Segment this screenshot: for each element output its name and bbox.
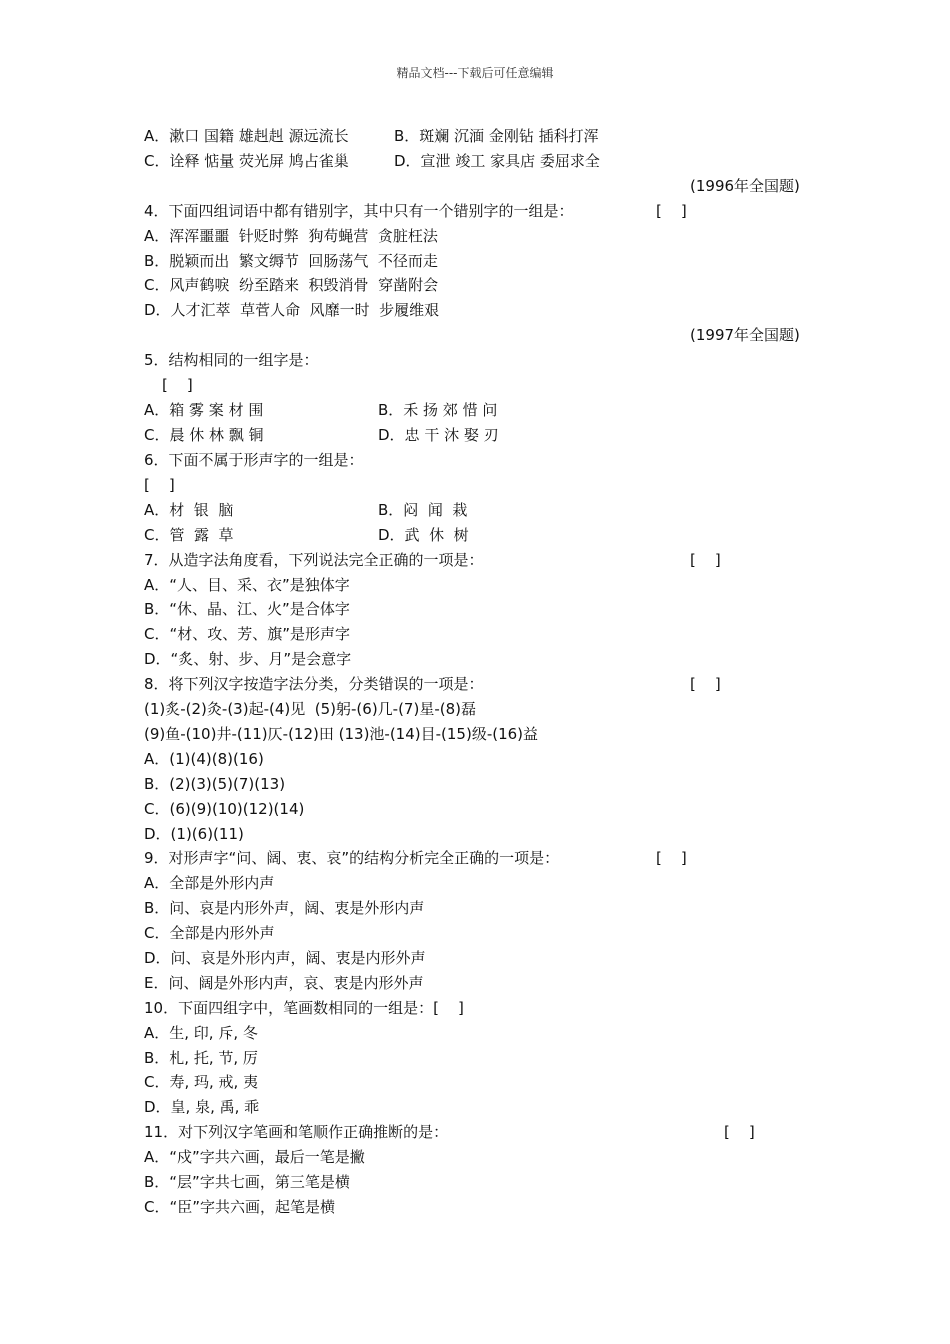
q9-option-b: B．问、哀是内形外声，阔、衷是外形内声 <box>144 899 425 917</box>
q7-option-d: D．“炙、射、步、月”是会意字 <box>144 650 352 668</box>
q9-stem: 9．对形声字“问、阔、衷、哀”的结构分析完全正确的一项是： <box>144 849 560 867</box>
q8-answer-bracket: [ ] <box>690 675 721 693</box>
q9-option-a: A．全部是外形内声 <box>144 874 275 892</box>
q8-option-a: A．(1)(4)(8)(16) <box>144 750 264 768</box>
q8-option-d: D．(1)(6)(11) <box>144 825 244 843</box>
q10-option-d: D．皇, 泉, 禹, 乖 <box>144 1098 260 1116</box>
q6-option-b: B．闷 闻 栽 <box>378 501 468 519</box>
q10-option-b: B．札, 托, 节, 厉 <box>144 1049 258 1067</box>
q5-option-b: B．禾 扬 郊 惜 问 <box>378 401 498 419</box>
q5-option-a: A．箱 雾 案 材 围 <box>144 401 264 419</box>
q11-option-c: C．“臣”字共六画，起笔是横 <box>144 1198 336 1216</box>
q11-option-b: B．“层”字共七画，第三笔是横 <box>144 1173 350 1191</box>
q7-stem: 7．从造字法角度看，下列说法完全正确的一项是： <box>144 551 484 569</box>
q5-answer-bracket: [ ] <box>162 376 193 394</box>
q4-option-c: C．风声鹤唳 纷至踏来 积毁消骨 穿凿附会 <box>144 276 439 294</box>
q8-char-list-2: (9)鱼-(10)井-(11)仄-(12)田 (13)池-(14)目-(15)级-(16)益 <box>144 725 539 743</box>
q6-answer-bracket: [ ] <box>144 476 175 494</box>
q7-option-a: A．“人、目、采、衣”是独体字 <box>144 576 350 594</box>
q7-answer-bracket: [ ] <box>690 551 721 569</box>
prev-option-d: D．宣泄 竣工 家具店 委屈求全 <box>394 152 600 170</box>
prev-source: (1996年全国题) <box>690 177 800 195</box>
q8-option-c: C．(6)(9)(10)(12)(14) <box>144 800 305 818</box>
q7-option-b: B．“休、晶、江、火”是合体字 <box>144 600 350 618</box>
q5-stem: 5．结构相同的一组字是： <box>144 351 319 369</box>
q9-option-c: C．全部是内形外声 <box>144 924 275 942</box>
prev-option-a: A．漱口 国籍 雄赳赳 源远流长 <box>144 127 349 145</box>
page-header: 精品文档---下载后可任意编辑 <box>396 66 554 80</box>
q11-stem: 11．对下列汉字笔画和笔顺作正确推断的是： <box>144 1123 449 1141</box>
q6-stem: 6．下面不属于形声字的一组是： <box>144 451 364 469</box>
q11-option-a: A．“戍”字共六画，最后一笔是撇 <box>144 1148 365 1166</box>
q8-char-list-1: (1)炙-(2)灸-(3)起-(4)见 (5)躬-(6)几-(7)星-(8)磊 <box>144 700 476 718</box>
q4-option-a: A．浑浑噩噩 针贬时弊 狗苟蝇营 贪脏枉法 <box>144 227 438 245</box>
q6-option-c: C．管 露 草 <box>144 526 234 544</box>
q6-option-a: A．材 银 脑 <box>144 501 234 519</box>
q10-option-a: A．生, 印, 斥, 冬 <box>144 1024 258 1042</box>
q4-answer-bracket: [ ] <box>656 202 687 220</box>
q7-option-c: C．“材、攻、芳、旗”是形声字 <box>144 625 351 643</box>
q5-option-d: D．忠 干 沐 娶 刃 <box>378 426 499 444</box>
q4-source: (1997年全国题) <box>690 326 800 344</box>
q4-stem: 4．下面四组词语中都有错别字，其中只有一个错别字的一组是： <box>144 202 574 220</box>
q10-stem: 10．下面四组字中，笔画数相同的一组是：[ ] <box>144 999 464 1017</box>
q9-option-d: D．问、哀是外形内声，阔、衷是内形外声 <box>144 949 426 967</box>
q11-answer-bracket: [ ] <box>724 1123 755 1141</box>
q8-stem: 8．将下列汉字按造字法分类，分类错误的一项是： <box>144 675 484 693</box>
q6-option-d: D．武 休 树 <box>378 526 469 544</box>
q9-answer-bracket: [ ] <box>656 849 687 867</box>
q8-option-b: B．(2)(3)(5)(7)(13) <box>144 775 286 793</box>
q9-option-e: E．问、阔是外形内声，哀、衷是内形外声 <box>144 974 424 992</box>
q10-option-c: C．寿, 玛, 戒, 夷 <box>144 1073 259 1091</box>
q4-option-b: B．脱颖而出 繁文缛节 回肠荡气 不径而走 <box>144 252 438 270</box>
prev-option-b: B．斑斓 沉湎 金刚钻 插科打浑 <box>394 127 599 145</box>
prev-option-c: C．诠释 惦量 荧光屏 鸠占雀巢 <box>144 152 349 170</box>
q5-option-c: C．晨 休 林 飘 铜 <box>144 426 264 444</box>
q4-option-d: D．人才汇萃 草菅人命 风靡一时 步履维艰 <box>144 301 440 319</box>
